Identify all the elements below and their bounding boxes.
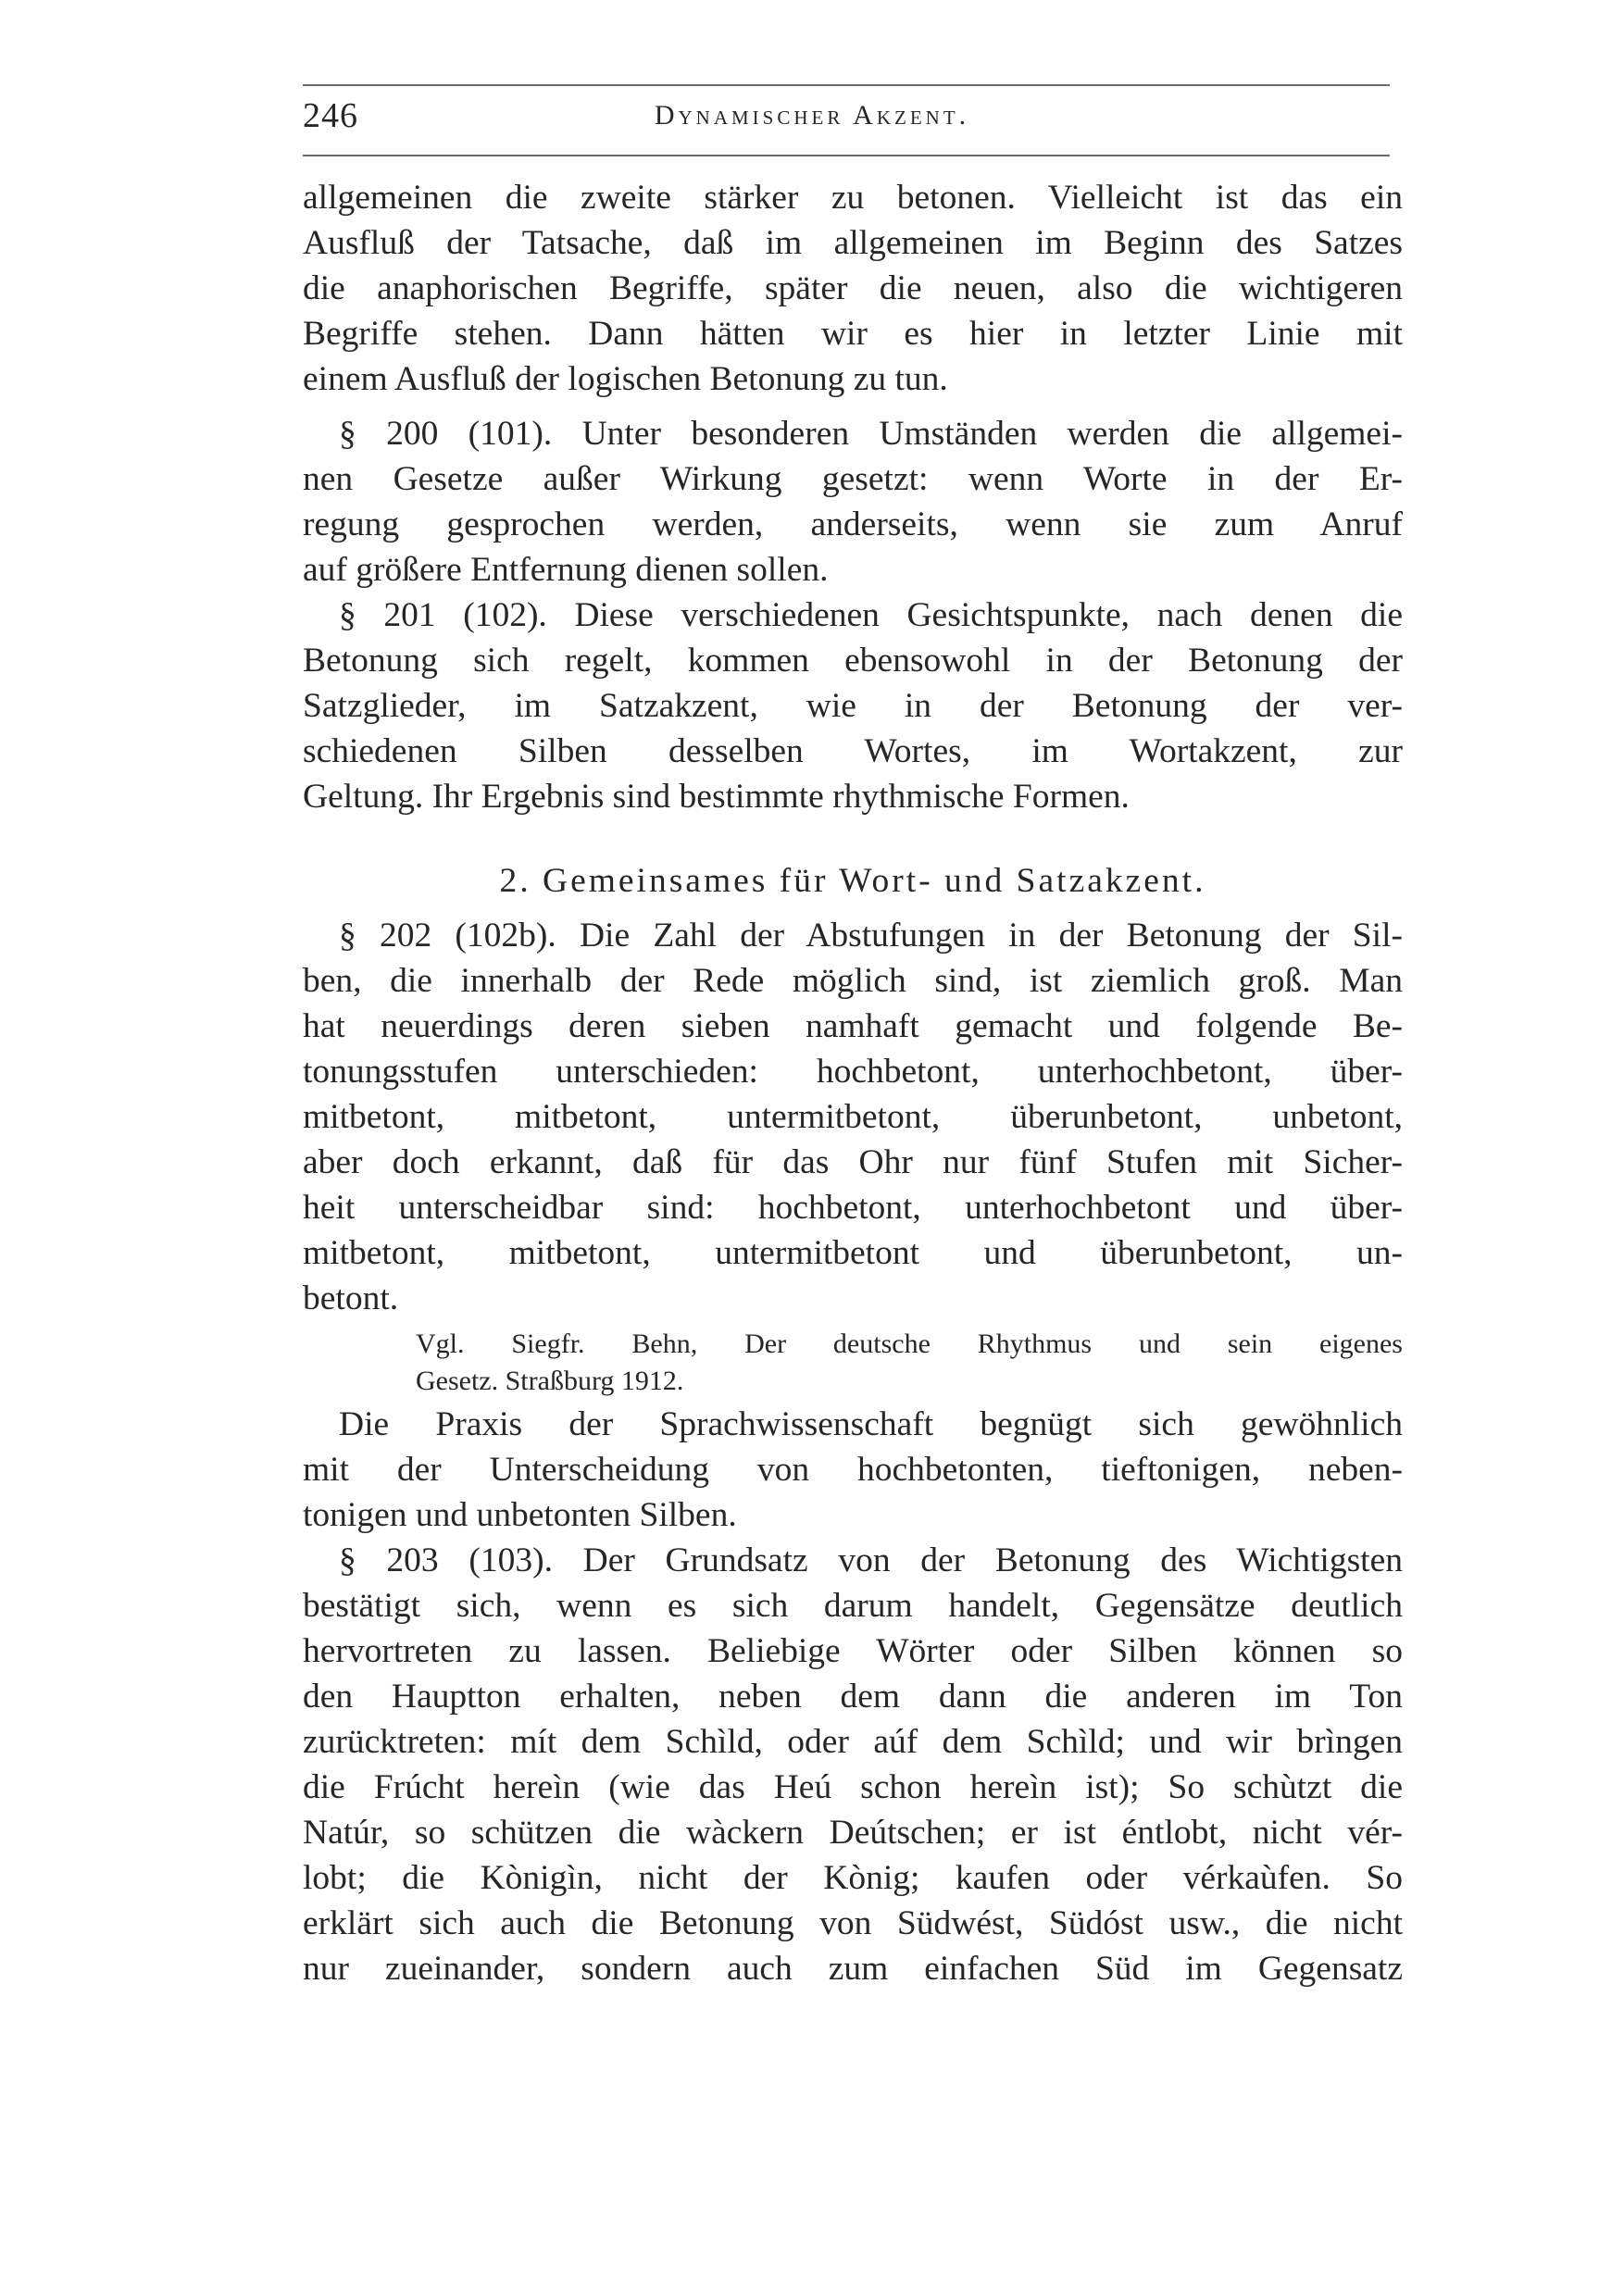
text-line: heit unterscheidbar sind: hochbetont, unterhochbetont und über- xyxy=(303,1189,1403,1227)
text-line: ben, die innerhalb der Rede möglich sind, ist ziemlich groß. Man xyxy=(303,962,1403,1000)
text-line: zurücktreten: mít dem Schìld, oder aúf dem Schìld; und wir brìngen xyxy=(303,1723,1403,1761)
text-line: mitbetont, mitbetont, untermitbetont und überunbetont, un- xyxy=(303,1234,1403,1272)
text-line: mitbetont, mitbetont, untermitbetont, überunbetont, unbetont, xyxy=(303,1098,1403,1136)
text-line: regung gesprochen werden, anderseits, wenn sie zum Anruf xyxy=(303,505,1403,543)
text-line: nen Gesetze außer Wirkung gesetzt: wenn Worte in der Er- xyxy=(303,460,1403,498)
text-line: schiedenen Silben desselben Wortes, im Wortakzent, zur xyxy=(303,732,1403,770)
header-rule-bottom xyxy=(303,155,1390,156)
text-line: einem Ausfluß der logischen Betonung zu tun. xyxy=(303,360,948,398)
text-line: mit der Unterscheidung von hochbetonten, tieftonigen, neben- xyxy=(303,1451,1403,1489)
text-line: Begriffe stehen. Dann hätten wir es hier in letzter Linie mit xyxy=(303,315,1403,353)
text-line: betont. xyxy=(303,1279,399,1317)
text-line: bestätigt sich, wenn es sich darum handelt, Gegensätze deutlich xyxy=(303,1587,1403,1625)
text-line: erklärt sich auch die Betonung von Südwést, Südóst usw., die nicht xyxy=(303,1904,1403,1942)
text-line: Geltung. Ihr Ergebnis sind bestimmte rhythmische Formen. xyxy=(303,778,1130,816)
text-line: aber doch erkannt, daß für das Ohr nur fünf Stufen mit Sicher- xyxy=(303,1143,1403,1181)
paragraph-line: Die Praxis der Sprachwissenschaft begnügt sich gewöhnlich xyxy=(339,1405,1403,1443)
running-title: Dynamischer Akzent. xyxy=(654,100,970,131)
text-line: die Frúcht hereìn (wie das Heú schon hereìn ist); So schùtzt die xyxy=(303,1768,1403,1806)
text-line: allgemeinen die zweite stärker zu betonen. Vielleicht ist das ein xyxy=(303,179,1403,217)
text-line: tonigen und unbetonten Silben. xyxy=(303,1496,737,1534)
reference-note: Gesetz. Straßburg 1912. xyxy=(416,1366,684,1396)
paragraph-line: § 200 (101). Unter besonderen Umständen werden die allgemei- xyxy=(339,415,1403,453)
reference-note: Vgl. Siegfr. Behn, Der deutsche Rhythmus und sein eigenes xyxy=(416,1329,1403,1359)
text-line: tonungsstufen unterschieden: hochbetont, unterhochbetont, über- xyxy=(303,1053,1403,1091)
text-line: lobt; die Kònigìn, nicht der Kònig; kaufen oder vérkaùfen. So xyxy=(303,1859,1403,1897)
text-line: hat neuerdings deren sieben namhaft gemacht und folgende Be- xyxy=(303,1007,1403,1045)
page-number: 246 xyxy=(303,96,358,135)
text-line: nur zueinander, sondern auch zum einfachen Süd im Gegensatz xyxy=(303,1950,1403,1988)
text-line: Ausfluß der Tatsache, daß im allgemeinen im Beginn des Satzes xyxy=(303,224,1403,262)
section-heading: 2. Gemeinsames für Wort- und Satzakzent. xyxy=(499,862,1206,900)
paragraph-line: § 201 (102). Diese verschiedenen Gesichtspunkte, nach denen die xyxy=(339,596,1403,634)
text-line: Natúr, so schützen die wàckern Deútschen; er ist éntlobt, nicht vér- xyxy=(303,1814,1403,1852)
text-line: Satzglieder, im Satzakzent, wie in der Betonung der ver- xyxy=(303,687,1403,725)
text-line: den Hauptton erhalten, neben dem dann die anderen im Ton xyxy=(303,1678,1403,1716)
text-line: hervortreten zu lassen. Beliebige Wörter oder Silben können so xyxy=(303,1632,1403,1670)
text-line: auf größere Entfernung dienen sollen. xyxy=(303,551,829,589)
paragraph-line: § 203 (103). Der Grundsatz von der Betonung des Wichtigsten xyxy=(339,1541,1403,1579)
text-line: Betonung sich regelt, kommen ebensowohl in der Betonung der xyxy=(303,642,1403,680)
text-line: die anaphorischen Begriffe, später die neuen, also die wichtigeren xyxy=(303,269,1403,307)
paragraph-line: § 202 (102b). Die Zahl der Abstufungen in der Betonung der Sil- xyxy=(339,917,1403,955)
header-rule-top xyxy=(303,84,1390,86)
